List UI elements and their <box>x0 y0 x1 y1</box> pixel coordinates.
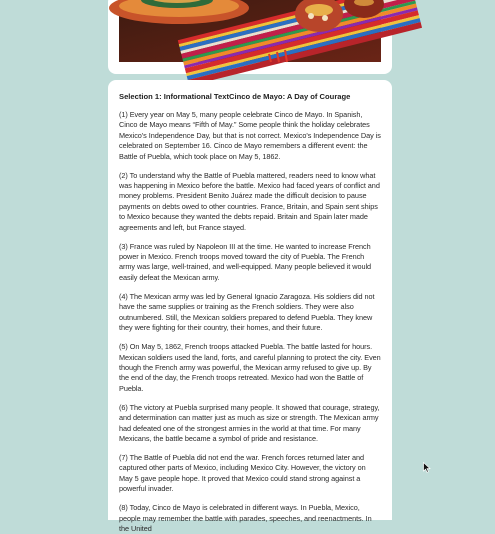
paragraph-1: (1) Every year on May 5, many people celebrate Cinco de Mayo. In Spanish, Cinco de Mayo means “Fifth of May.” Some people think the holiday celebrates Mexico's Independence Day, but that is not correct. Mexico's Independence Day is celebrated on September 16. Cinco de Mayo remembers a different event: the Battle of Puebla, which took place on May 5, 1862. <box>119 110 381 161</box>
paragraph-5: (5) On May 5, 1862, French troops attacked Puebla. The battle lasted for hours. Mexican soldiers used the land, forts, and careful planning to protect the city. Even though the French army was powerful, the Mexican army refused to give up. By the end of the day, the French troops retreated. Mexico had won the Battle of Puebla. <box>119 342 381 393</box>
header-photo <box>119 0 381 62</box>
paragraph-8: (8) Today, Cinco de Mayo is celebrated in different ways. In Puebla, Mexico, people may remember the battle with parades, speeches, and reenactments. In the United <box>119 503 372 533</box>
paragraph-6: (6) The victory at Puebla surprised many people. It showed that courage, strategy, and determination can matter just as much as size or strength. The Mexican army had defeated one of the strongest armies in the world at that time. For many Mexicans, the battle became a symbol of pride and resistance. <box>119 402 380 443</box>
paragraph-3: (3) France was ruled by Napoleon III at the time. He wanted to increase French power in Mexico. French troops moved toward the city of Puebla. The French army was large, well-trained, and well-equipped. Many people believed it would easily defeat the Mexican army. <box>119 241 372 282</box>
paragraph-2: (2) To understand why the Battle of Puebla mattered, readers need to know what was happening in Mexico before the battle. Mexico had faced years of conflict and money problems. President Benito Juárez made the difficult decision to pause payments on debts owed to other countries. France, Britain, and Spain sent ships to Mexico because they wanted the debts repaid. Britain and Spain later made agreements and left, but France stayed. <box>119 170 380 232</box>
selection-heading: Selection 1: Informational TextCinco de Mayo: A Day of Courage <box>119 92 351 101</box>
sombrero-photo-icon <box>119 0 381 62</box>
header-image-card <box>108 0 392 74</box>
paragraph-4: (4) The Mexican army was led by General Ignacio Zaragoza. His soldiers did not have the same supplies or training as the French soldiers. They were also outnumbered. Still, the Mexican soldiers prepared to defend Puebla. They knew they were fighting for their country, their homes, and their future. <box>119 291 375 333</box>
paragraph-7: (7) The Battle of Puebla did not end the war. French forces returned later and captured other parts of Mexico, including Mexico City. However, the victory on May 5 gave people hope. It proved that Mexico could stand strong against a powerful invader. <box>119 452 366 494</box>
mouse-pointer-icon <box>423 462 431 473</box>
reading-selection-card <box>108 80 392 533</box>
